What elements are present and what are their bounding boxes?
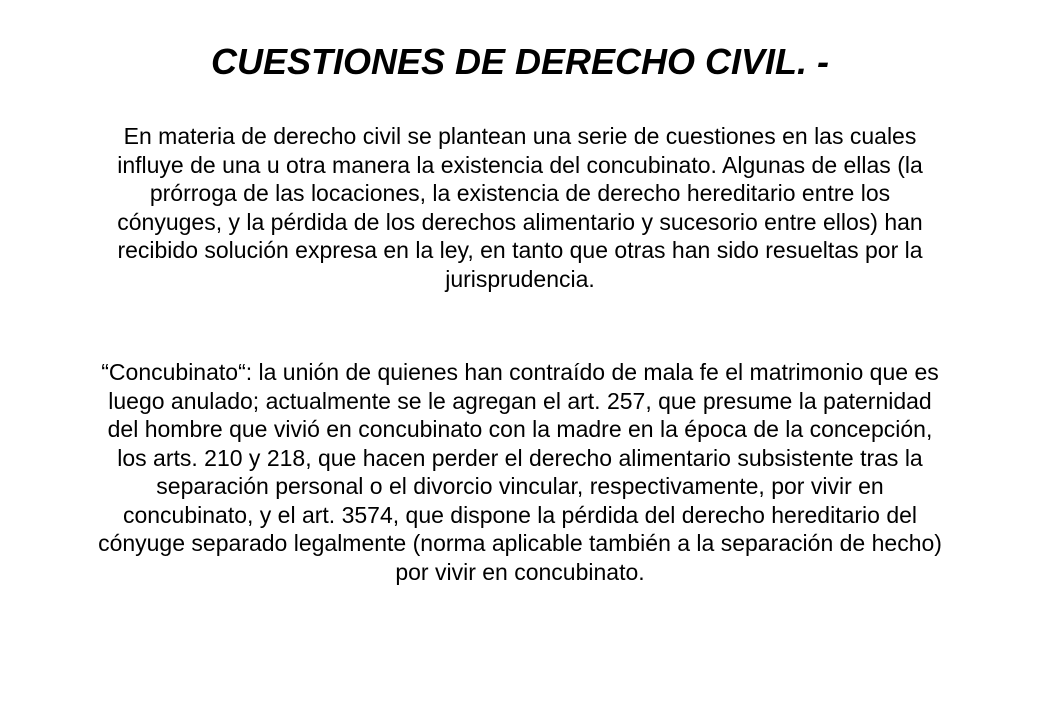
- slide-title: CUESTIONES DE DERECHO CIVIL. -: [210, 41, 830, 82]
- paragraph-intro: En materia de derecho civil se plantean una serie de cuestiones en las cuales influye de una u otra manera la existencia del concubinato. Algunas de ellas (la prórroga de las locaciones, la existencia de derecho hereditario entre los cónyuges, y la pérdida de los derechos alimentario y sucesorio entre ellos) han recibido solución expresa en la ley, en tanto que otras han sido resueltas por la jurisprudencia.: [117, 123, 923, 292]
- paragraph-concubinato-definition: “Concubinato“: la unión de quienes han contraído de mala fe el matrimonio que es luego anulado; actualmente se le agregan el art. 257, que presume la paternidad del hombre que vivió en concubinato con la madre en la época de la concepción, los arts. 210 y 218, que hacen perder el derecho alimentario subsistente tras la separación personal o el divorcio vincular, respectivamente, por vivir en concubinato, y el art. 3574, que dispone la pérdida del derecho hereditario del cónyuge separado legalmente (norma aplicable también a la separación de hecho) por vivir en concubinato.: [98, 359, 942, 585]
